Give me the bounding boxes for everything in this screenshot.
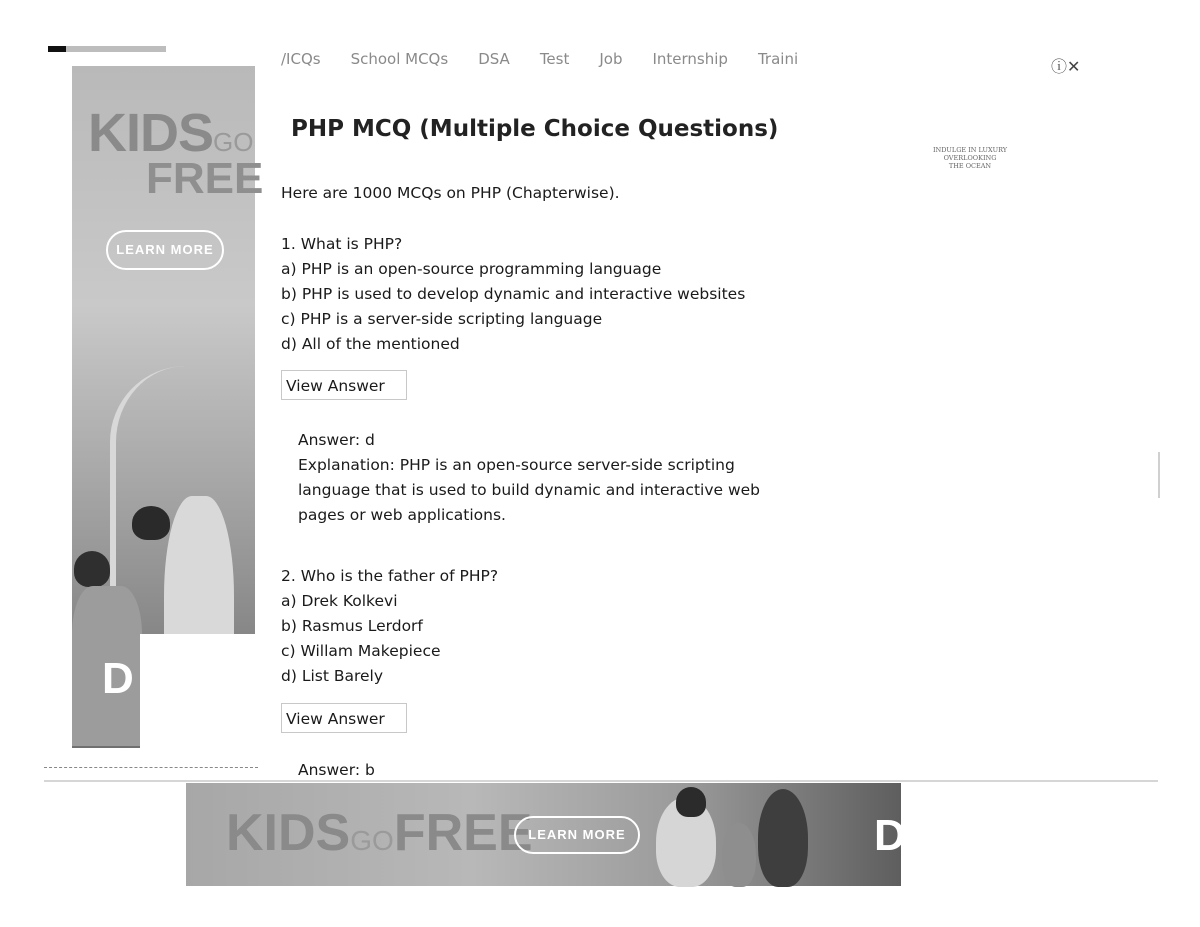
right-ad-line: INDULGE IN LUXURY (932, 146, 1008, 154)
question-block (281, 564, 498, 689)
option-b: b) Rasmus Lerdorf (281, 617, 423, 635)
option-a: a) Drek Kolkevi (281, 592, 398, 610)
ad-person-head (676, 787, 706, 817)
nav-item-mcqs[interactable]: /ICQs (281, 50, 321, 68)
option-d: d) List Barely (281, 667, 384, 685)
answer-text: Answer: d (298, 431, 375, 449)
view-answer-button[interactable]: View Answer (281, 370, 407, 400)
option-c: c) Willam Makepiece (281, 642, 441, 660)
ad-kids-text: KIDSGO (88, 103, 254, 163)
site-logo[interactable] (48, 46, 166, 52)
question-text: 2. Who is the father of PHP? (281, 567, 499, 585)
ad-kids-text: KIDSGOFREE (226, 804, 533, 862)
option-a: a) PHP is an open-source programming language (281, 260, 662, 278)
left-ad-footer (44, 763, 258, 768)
ad-partial-letter: D (874, 811, 906, 860)
answer-text: Answer: b (298, 761, 375, 779)
right-ad-line: OVERLOOKING (943, 154, 997, 162)
right-ad-text[interactable] (900, 146, 1040, 170)
ad-free-text: FREE (146, 154, 264, 203)
right-ad-close-icon[interactable]: ⓘ✕ (1051, 57, 1081, 76)
nav-item-dsa[interactable]: DSA (478, 50, 510, 68)
explanation-line: language that is used to build dynamic and interactive web (298, 481, 761, 499)
option-d: d) All of the mentioned (281, 335, 460, 353)
ad-child-image (722, 823, 756, 887)
nav-item-test[interactable]: Test (539, 50, 570, 68)
ad-child-head (74, 551, 110, 587)
ad-woman-image (758, 789, 808, 887)
page-title: PHP MCQ (Multiple Choice Questions) (291, 116, 779, 142)
explanation-line: pages or web applications. (298, 506, 506, 524)
ad-learn-more-button[interactable]: LEARN MORE (106, 230, 224, 270)
left-sidebar-ad[interactable] (72, 66, 264, 748)
footer-divider (44, 780, 1158, 782)
nav-item-internship[interactable]: Internship (652, 50, 728, 68)
page-intro: Here are 1000 MCQs on PHP (Chapterwise). (281, 184, 620, 202)
ad-partial-letter: D (102, 654, 134, 703)
answer-block (298, 428, 778, 528)
explanation-line: Explanation: PHP is an open-source server-side scripting (298, 456, 735, 474)
ad-person-head (132, 506, 170, 540)
view-answer-button[interactable]: View Answer (281, 703, 407, 733)
nav-item-job[interactable]: Job (599, 50, 623, 68)
ad-learn-more-button[interactable]: LEARN MORE (514, 816, 640, 854)
right-ad-line: THE OCEAN (948, 162, 992, 170)
option-c: c) PHP is a server-side scripting language (281, 310, 603, 328)
nav-item-training[interactable]: Traini (757, 50, 799, 68)
question-block (281, 232, 745, 357)
option-b: b) PHP is used to develop dynamic and interactive websites (281, 285, 746, 303)
ad-overlay-block (140, 634, 255, 748)
scrollbar-fragment (1158, 452, 1160, 498)
nav-item-school-mcqs[interactable]: School MCQs (350, 50, 449, 68)
top-nav (281, 50, 798, 72)
bottom-banner-ad[interactable] (186, 783, 906, 886)
question-text: 1. What is PHP? (281, 235, 403, 253)
